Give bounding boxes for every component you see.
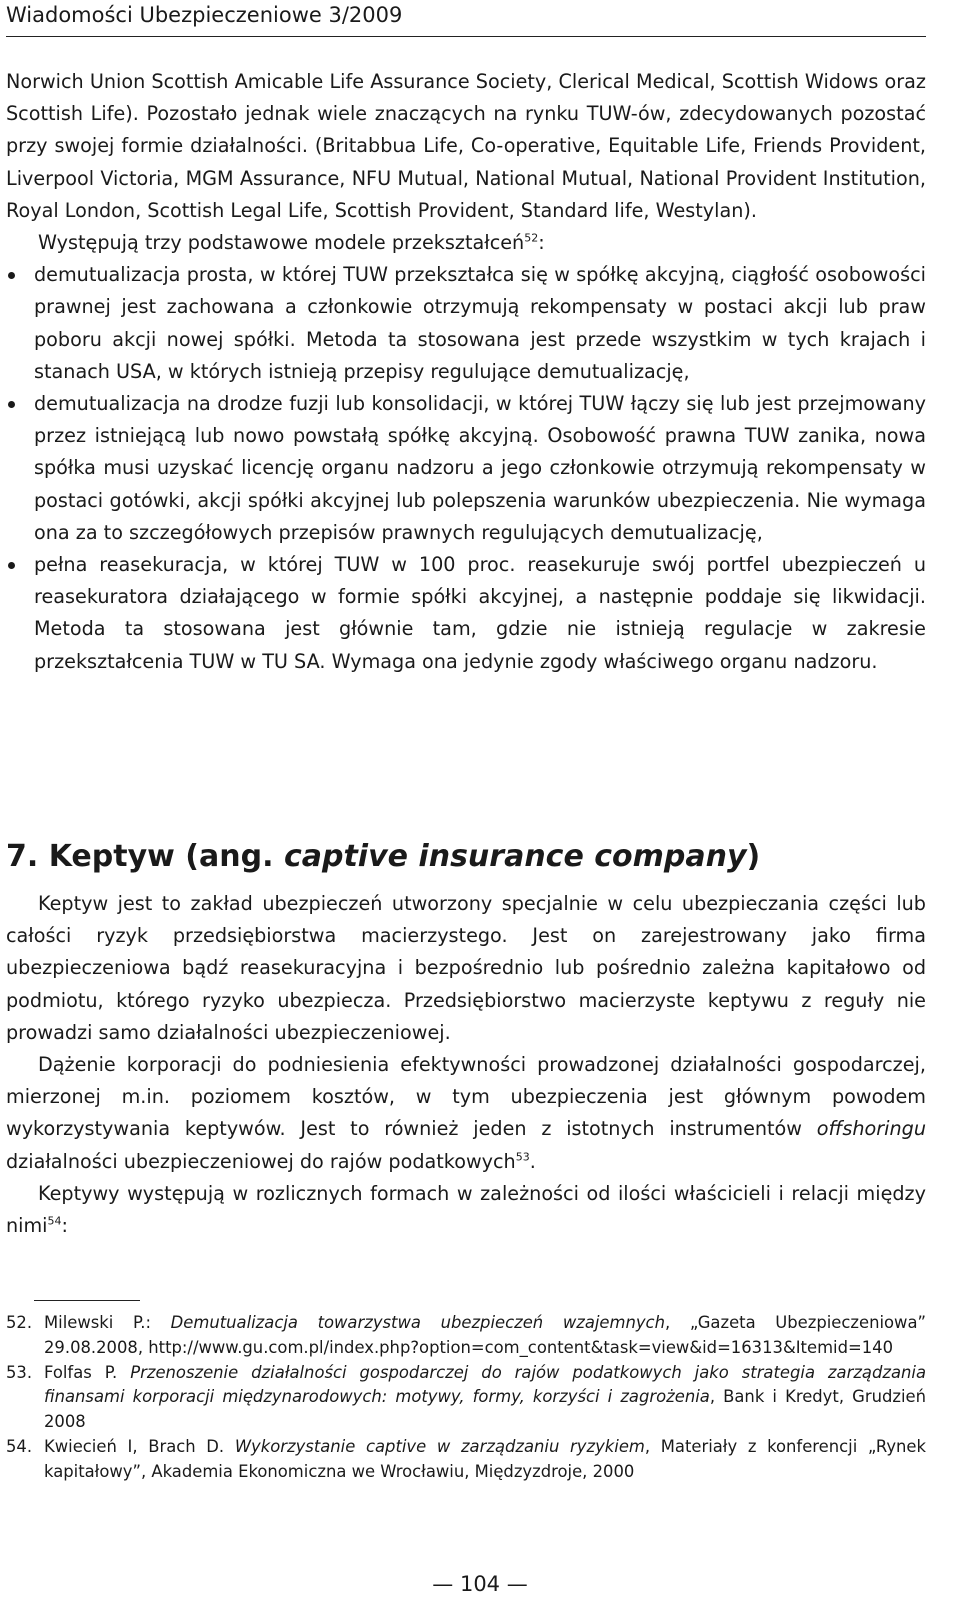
paragraph-text: Keptywy występują w rozlicznych formach w zależności od ilości właścicieli i relacji między nimi — [6, 1181, 926, 1238]
models-lead-text: Występują trzy podstawowe modele przekształceń — [38, 231, 525, 255]
running-header — [6, 0, 926, 37]
footnote-text — [44, 1311, 926, 1361]
footnote-54 — [6, 1435, 926, 1485]
section-heading — [6, 837, 926, 877]
paragraph-text: . — [529, 1149, 536, 1173]
intro-block — [6, 66, 926, 678]
footnote-author: Milewski P.: — [44, 1313, 171, 1332]
footnote-separator — [34, 1300, 140, 1301]
section-paragraph-2 — [6, 1049, 926, 1178]
list-item — [6, 549, 926, 678]
models-lead-colon: : — [538, 231, 545, 255]
paragraph-text: działalności ubezpieczeniowej do rajów podatkowych — [6, 1149, 516, 1173]
bullet-icon — [8, 272, 15, 279]
paragraph-italic: offshoringu — [816, 1117, 926, 1141]
footnote-author: Kwiecień I, Brach D. — [44, 1436, 235, 1456]
page-number: — 104 — — [432, 1572, 528, 1596]
footnote-52 — [6, 1311, 926, 1361]
heading-italic: captive insurance company — [283, 839, 747, 874]
bullet-icon — [8, 562, 15, 569]
footnote-number: 54. — [6, 1436, 33, 1456]
section-paragraph-1: Keptyw jest to zakład ubezpieczeń utworzony specjalnie w celu ubezpieczania części lub całości ryzyk przedsiębiorstwa macierzystego. Jest on zarejestrowany jako firma ubezpieczeniowa bądź reasekuracyjna i bezpośrednio lub pośrednio zależna kapitałowo od podmiotu, którego ryzyko ubezpiecza. Przedsiębiorstwo macierzyste keptywu z reguły nie prowadzi samo działalności ubezpieczeniowej. — [6, 892, 926, 1044]
footnote-text — [44, 1361, 926, 1435]
models-lead-paragraph — [6, 227, 926, 259]
footnote-title: Przenoszenie działalności gospodarczej do rajów podatkowych jako strategia zarządzania finansami korporacji międzynarodowych: motywy, formy, korzyści i zagrożenia — [44, 1362, 927, 1407]
journal-title: Wiadomości Ubezpieczeniowe 3/2009 — [6, 3, 403, 27]
footnote-source: , Bank i Kredyt, Grudzień 2008 — [44, 1387, 926, 1432]
footnote-source: , „Gazeta Ubezpieczeniowa” 29.08.2008, http://www.gu.com.pl/index.php?option=com_content&task=view&id=16313&Itemid=140 — [44, 1313, 926, 1357]
footnote-number: 52. — [6, 1313, 33, 1332]
footnote-author: Folfas P. — [44, 1362, 131, 1382]
footnote-source: , Materiały z konferencji „Rynek kapitałowy”, Akademia Ekonomiczna we Wrocławiu, Międzyzdroje, 2000 — [44, 1436, 926, 1481]
list-item — [6, 259, 926, 388]
heading-suffix: ) — [746, 839, 761, 874]
section-body — [6, 888, 926, 1242]
footnote-ref-54[interactable]: 54 — [47, 1214, 62, 1228]
models-list — [6, 259, 926, 678]
bullet-icon — [8, 401, 15, 408]
footnote-ref-53[interactable]: 53 — [515, 1150, 530, 1164]
list-item-text: pełna reasekuracja, w której TUW w 100 proc. reasekuruje swój portfel ubezpieczeń u reasekuratora działającego w formie spółki akcyjnej, a następnie poddaje się likwidacji. Metoda ta stosowana jest głównie tam, gdzie nie istnieją regulacje w zakresie przekształcenia TUW w TU SA. Wymaga ona jedynie zgody właściwego organu nadzoru. — [34, 553, 926, 673]
paragraph-text: Dążenie korporacji do podniesienia efektywności prowadzonej działalności gospodarczej, mierzonej m.in. poziomem kosztów, w tym ubezpieczenia jest głównym powodem wykorzystywania keptywów. Jest to również jeden z istotnych instrumentów — [6, 1053, 926, 1141]
list-item — [6, 388, 926, 549]
paragraph-text: : — [61, 1214, 68, 1238]
heading-prefix: 7. Keptyw (ang. — [6, 839, 284, 874]
footnote-53 — [6, 1361, 926, 1435]
section-paragraph-3 — [6, 1178, 926, 1242]
list-item-text: demutualizacja na drodze fuzji lub konsolidacji, w której TUW łączy się lub jest przejmowany przez istniejącą lub nowo powstałą spółkę akcyjną. Osobowość prawna TUW zanika, nowa spółka musi uzyskać licencję organu nadzoru a jego członkowie otrzymują rekompensaty w postaci gotówki, akcji spółki akcyjnej lub polepszenia warunków ubezpieczenia. Nie wymaga ona za to szczegółowych przepisów prawnych regulujących demutualizację, — [34, 392, 926, 544]
footnote-title: Demutualizacja towarzystwa ubezpieczeń wzajemnych — [170, 1313, 665, 1332]
footnotes — [6, 1311, 926, 1485]
list-item-text: demutualizacja prosta, w której TUW przekształca się w spółkę akcyjną, ciągłość osobowości prawnej jest zachowana a członkowie otrzymują rekompensaty w postaci akcji lub praw poboru akcji nowej spółki. Metoda ta stosowana jest przede wszystkim w tych krajach i stanach USA, w których istnieją przepisy regulujące demutualizację, — [34, 263, 926, 383]
intro-paragraph: Norwich Union Scottish Amicable Life Assurance Society, Clerical Medical, Scottish Widows oraz Scottish Life). Pozostało jednak wiele znaczących na rynku TUW-ów, zdecydowanych pozostać przy swojej formie działalności. (Britabbua Life, Co-operative, Equitable Life, Friends Provident, Liverpool Victoria, MGM Assurance, NFU Mutual, National Mutual, National Provident Institution, Royal London, Scottish Legal Life, Scottish Provident, Standard life, Westylan). — [6, 70, 926, 222]
footnote-ref-52[interactable]: 52 — [524, 231, 539, 245]
footnote-text — [44, 1435, 926, 1485]
footnote-title: Wykorzystanie captive w zarządzaniu ryzykiem — [234, 1436, 645, 1456]
footnote-number: 53. — [6, 1362, 33, 1382]
